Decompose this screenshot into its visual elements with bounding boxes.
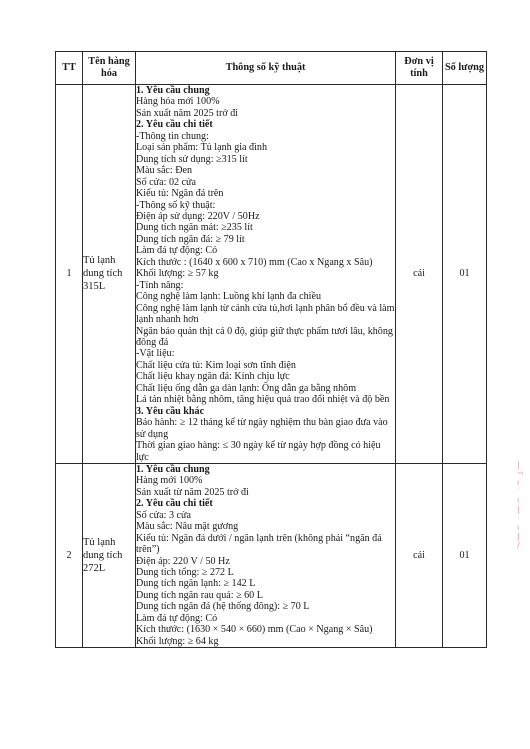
header-spec: Thông số kỹ thuật: [136, 52, 396, 85]
spec-line: Dung tích ngăn đá: ≥ 79 lít: [136, 233, 245, 245]
spec-line: Kiểu tủ: Ngăn đá dưới / ngăn lạnh trên (không phải “ngăn đá trên”): [136, 532, 382, 556]
spec-section-heading: 1. Yêu cầu chung: [136, 463, 210, 475]
spec-line: Số cửa: 3 cửa: [136, 509, 191, 521]
spec-line: Màu sắc: Đen: [136, 165, 193, 177]
spec-line: Công nghệ làm lạnh từ cánh cửa tủ,hơi lạnh phân bổ đều và làm lạnh nhanh hơn: [136, 302, 395, 326]
spec-line: Điện áp sử dụng: 220V / 50Hz: [136, 210, 260, 222]
table-row: [56, 463, 487, 647]
spec-line: Loại sản phẩm: Tủ lạnh gia đình: [136, 142, 268, 154]
spec-line: Sản xuất từ năm 2025 trở đi: [136, 486, 249, 498]
spec-line: Hàng mới 100%: [136, 475, 203, 487]
row-specs: [136, 85, 396, 464]
header-name: Tên hàng hóa: [83, 52, 136, 85]
spec-line: Dung tích ngăn đá (hệ thống đông): ≥ 70 L: [136, 601, 310, 613]
spec-line: Chất liệu khay ngăn đá: Kính chịu lực: [136, 371, 290, 383]
spec-line: -Tính năng:: [136, 279, 184, 291]
spec-line: Ngăn bảo quản thịt cá 0 độ, giúp giữ thực phẩm tươi lâu, không đông đá: [136, 325, 393, 348]
spec-line: -Vật liệu:: [136, 348, 175, 360]
spec-line: Chất liệu ống dẫn ga dàn lạnh: Ống dẫn ga bằng nhôm: [136, 382, 357, 394]
header-tt: TT: [56, 52, 83, 85]
spec-section-heading: 1. Yêu cầu chung: [136, 85, 210, 96]
row-tt: 2: [56, 463, 83, 647]
spec-line: Bảo hành: ≥ 12 tháng kể từ ngày nghiệm thu bàn giao đưa vào sử dụng: [136, 417, 388, 440]
spec-line: Khối lượng: ≥ 57 kg: [136, 268, 219, 280]
row-unit: cái: [396, 463, 443, 647]
spec-line: Thời gian giao hàng: ≤ 30 ngày kể từ ngày hợp đồng có hiệu lực: [136, 440, 381, 463]
spec-line: Dung tích ngăn lạnh: ≥ 142 L: [136, 578, 256, 590]
spec-line: Dung tích tổng: ≥ 272 L: [136, 567, 234, 579]
spec-line: -Thông tin chung:: [136, 130, 209, 142]
spec-line: Kích thước : (1640 x 600 x 710) mm (Cao x Ngang x Sâu): [136, 256, 373, 268]
spec-line: Dung tích ngăn mát: ≥235 lít: [136, 222, 253, 234]
row-product-name: Tủ lạnh dung tích 315L: [83, 85, 136, 464]
spec-line: Lá tản nhiệt bằng nhôm, tăng hiệu quả trao đổi nhiệt và độ bền: [136, 394, 390, 406]
row-quantity: 01: [443, 463, 487, 647]
spec-line: Sản xuất năm 2025 trở đi: [136, 107, 239, 119]
spec-section-heading: 3. Yêu cầu khác: [136, 405, 205, 417]
spec-line: Màu sắc: Nâu mặt gương: [136, 521, 239, 533]
spec-line: Kích thước: (1630 × 540 × 660) mm (Cao × Ngang × Sâu): [136, 624, 373, 636]
header-unit: Đơn vị tính: [396, 52, 443, 85]
spec-section-heading: 2. Yêu cầu chi tiết: [136, 119, 213, 131]
spec-line: Điện áp: 220 V / 50 Hz: [136, 555, 230, 567]
spec-line: Kiểu tủ: Ngăn đá trên: [136, 188, 224, 200]
row-quantity: 01: [443, 85, 487, 464]
header-row: [56, 52, 487, 85]
spec-line: Khối lượng: ≥ 64 kg: [136, 635, 219, 647]
spec-line: Dung tích ngăn rau quả: ≥ 60 L: [136, 589, 263, 601]
spec-line: -Thông số kỹ thuật:: [136, 199, 216, 211]
row-tt: 1: [56, 85, 83, 464]
spec-section-heading: 2. Yêu cầu chi tiết: [136, 498, 213, 510]
row-unit: cái: [396, 85, 443, 464]
table-row: [56, 85, 487, 464]
margin-stamp-marks: | ¬ ı ˙ ı | · ı | /: [517, 460, 524, 550]
spec-table: [55, 51, 487, 648]
header-qty: Số lượng: [443, 52, 487, 85]
spec-line: Làm đá tự động: Có: [136, 245, 218, 257]
spec-line: Chất liệu cửa tủ: Kim loại sơn tĩnh điện: [136, 359, 296, 371]
spec-line: Công nghệ làm lạnh: Luồng khí lạnh đa chiều: [136, 291, 322, 303]
spec-line: Dung tích sử dụng: ≥315 lít: [136, 153, 248, 165]
spec-line: Số cửa: 02 cửa: [136, 176, 196, 188]
spec-line: Làm đá tự động: Có: [136, 612, 218, 624]
spec-line: Hàng hóa mới 100%: [136, 96, 220, 108]
row-product-name: Tủ lạnh dung tích 272L: [83, 463, 136, 647]
row-specs: [136, 463, 396, 647]
